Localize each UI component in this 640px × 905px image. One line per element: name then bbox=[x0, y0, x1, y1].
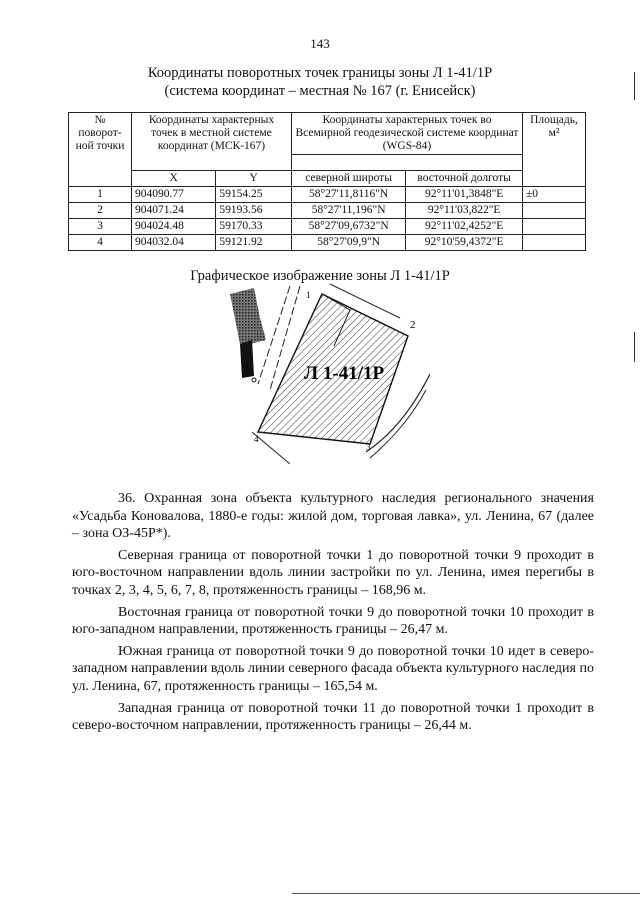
cell-latitude: 58°27'11,8116"N bbox=[291, 187, 405, 203]
title-line-2: (система координат – местная № 167 (г. Енисейск) bbox=[164, 83, 476, 99]
scan-edge-mark bbox=[634, 72, 635, 100]
scan-edge-mark bbox=[634, 332, 635, 362]
cell-x: 904032.04 bbox=[132, 235, 216, 251]
header-y: Y bbox=[216, 171, 292, 187]
paragraph-west-border: Западная граница от поворотной точки 11 до поворотной точки 1 проходит в северо-восточном направлении, протяженность границы – 26,44 м. bbox=[72, 700, 594, 734]
title-line-1: Координаты поворотных точек границы зоны Л 1-41/1Р bbox=[147, 65, 493, 81]
header-local-coords: Координаты характерных точек в местной системе координат (МСК-167) bbox=[132, 113, 292, 171]
cell-longitude: 92°11'03,822"E bbox=[406, 203, 523, 219]
header-area: Площадь, м² bbox=[523, 113, 586, 187]
cell-latitude: 58°27'11,196"N bbox=[291, 203, 405, 219]
paragraph-south-border: Южная граница от поворотной точки 9 до поворотной точки 10 идет в северо-западном направлении вдоль линии северного фасада объекта культурного наследия по ул. Ленина, 67, протяженность границы – 165,54 м. bbox=[72, 643, 594, 694]
header-x: X bbox=[132, 171, 216, 187]
cell-latitude: 58°27'09,6732"N bbox=[291, 219, 405, 235]
point-label-3: 3 bbox=[366, 442, 371, 452]
cell-y: 59170.33 bbox=[216, 219, 292, 235]
cell-point: 4 bbox=[69, 235, 132, 251]
cell-x: 904071.24 bbox=[132, 203, 216, 219]
table-header-row bbox=[69, 113, 586, 155]
cell-y: 59121.92 bbox=[216, 235, 292, 251]
paragraph-east-border: Восточная граница от поворотной точки 9 до поворотной точки 10 проходит в юго-западном направлении, протяженность границы – 26,47 м. bbox=[72, 604, 594, 638]
scan-bottom-line bbox=[292, 893, 640, 894]
cell-area bbox=[523, 219, 586, 235]
cell-area bbox=[523, 203, 586, 219]
cell-point: 2 bbox=[69, 203, 132, 219]
cell-y: 59193.56 bbox=[216, 203, 292, 219]
point-label-4: 4 bbox=[254, 434, 259, 444]
cell-longitude: 92°11'01,3848"E bbox=[406, 187, 523, 203]
marker-point bbox=[252, 378, 256, 382]
zone-plan-figure bbox=[230, 282, 430, 472]
neighbour-block-dark bbox=[240, 340, 254, 378]
cell-x: 904024.48 bbox=[132, 219, 216, 235]
cell-longitude: 92°11'02,4252"E bbox=[406, 219, 523, 235]
point-label-1: 1 bbox=[306, 290, 311, 300]
page-number: 143 bbox=[310, 36, 330, 51]
table-row bbox=[69, 203, 586, 219]
coordinates-table bbox=[68, 112, 586, 251]
table-row bbox=[69, 235, 586, 251]
cell-longitude: 92°10'59,4372"E bbox=[406, 235, 523, 251]
point-label-2: 2 bbox=[410, 319, 416, 331]
table-row bbox=[69, 187, 586, 203]
zone-label: Л 1-41/1Р bbox=[304, 363, 385, 384]
table-row bbox=[69, 219, 586, 235]
cell-point: 1 bbox=[69, 187, 132, 203]
table-subheader-row bbox=[69, 171, 586, 187]
paragraph-north-border: Северная граница от поворотной точки 1 до поворотной точки 9 проходит в юго-восточном направлении вдоль линии застройки по ул. Ленина, имея перегибы в точках 2, 3, 4, 5, 6, 7, 8, протяженность границы – 168,96 м. bbox=[72, 547, 594, 598]
cell-point: 3 bbox=[69, 219, 132, 235]
cell-latitude: 58°27'09,9"N bbox=[291, 235, 405, 251]
header-point-number: № поворот-ной точки bbox=[69, 113, 132, 187]
cell-x: 904090.77 bbox=[132, 187, 216, 203]
neighbour-block bbox=[230, 288, 266, 344]
header-longitude: восточной долготы bbox=[406, 171, 523, 187]
cell-area bbox=[523, 235, 586, 251]
body-text bbox=[72, 490, 594, 739]
figure-title: Графическое изображение зоны Л 1-41/1Р bbox=[190, 268, 450, 284]
cell-area: ±0 bbox=[523, 187, 586, 203]
paragraph-36: 36. Охранная зона объекта культурного наследия регионального значения «Усадьба Коновалова, 1880-е годы: жилой дом, торговая лавка», ул. Ленина, 67 (далее – зона ОЗ-45Р*). bbox=[72, 491, 594, 542]
cell-y: 59154.25 bbox=[216, 187, 292, 203]
header-wgs-coords: Координаты характерных точек во Всемирной геодезической системе координат (WGS-84) bbox=[291, 113, 522, 155]
header-latitude: северной широты bbox=[291, 171, 405, 187]
document-title bbox=[0, 64, 640, 100]
